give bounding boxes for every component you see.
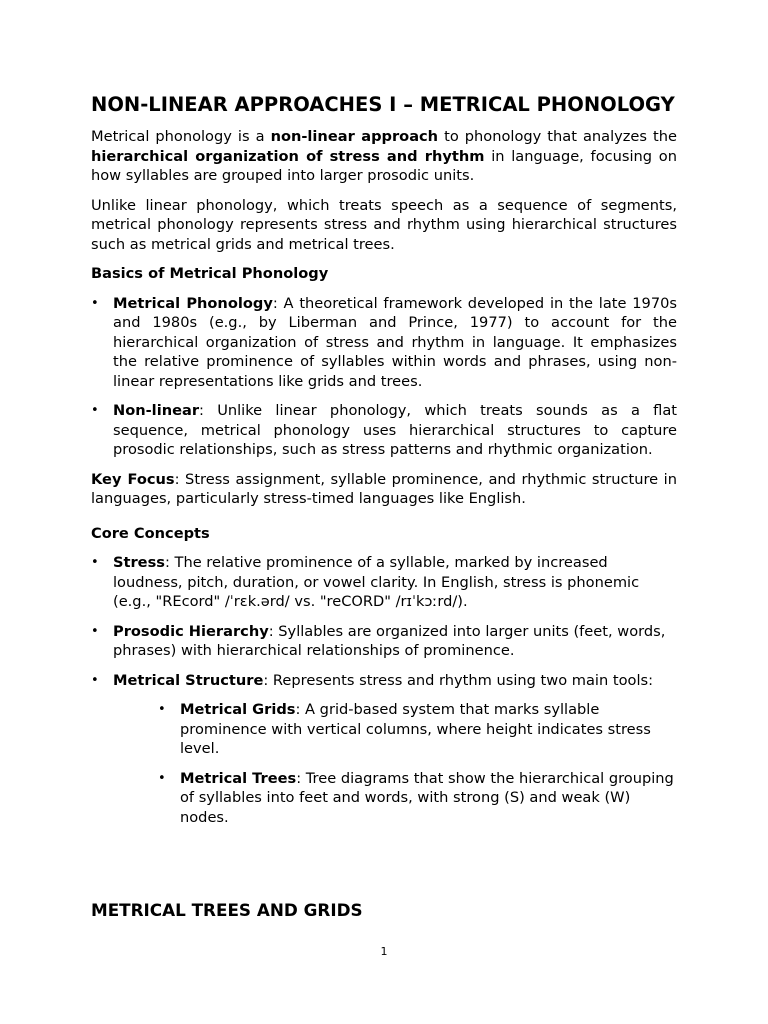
item-term: Prosodic Hierarchy [113,622,269,640]
list-item [91,622,677,661]
intro-text-3: in language, focusing on how syllables are grouped into larger prosodic units. [91,147,677,184]
page-title: NON-LINEAR APPROACHES I – METRICAL PHONOLOGY [91,93,675,116]
item-text: : A grid-based system that marks syllable prominence with vertical columns, where height indicates stress level. [180,701,651,757]
item-term: Non-linear [113,402,200,419]
item-text: : The relative prominence of a syllable, marked by increased loudness, pitch, duration, or vowel clarity. In English, stress is phonemic (e.g., "REcord" /ˈrɛk.ərd/ vs. "reCORD" /rɪˈkɔːrd/). [113,554,640,610]
intro-paragraph-2: Unlike linear phonology, which treats speech as a sequence of segments, metrical phonology represents stress and rhythm using hierarchical structures such as metrical grids and metrical trees. [91,196,677,253]
key-focus-text: : Stress assignment, syllable prominence, and rhythmic structure in languages, particularly stress-timed languages like English. [91,470,677,507]
item-text: : Represents stress and rhythm using two main tools: [263,671,654,689]
intro-text-2: to phonology that analyzes the [438,128,677,145]
core-concepts-list [91,553,677,827]
item-text: : Tree diagrams that show the hierarchical grouping of syllables into feet and words, with strong (S) and weak (W) nodes. [180,769,674,826]
item-text: : Unlike linear phonology, which treats sounds as a flat sequence, metrical phonology uses hierarchical structures to capture prosodic relationships, such as stress patterns and rhythmic organization. [113,402,677,458]
page-number: 1 [380,945,388,958]
metrical-structure-sublist [158,700,677,827]
intro-bold-2: hierarchical organization of stress and rhythm [91,147,485,165]
key-focus-paragraph [91,470,677,509]
core-concepts-heading: Core Concepts [91,524,210,542]
item-term: Metrical Phonology [113,294,273,312]
basics-heading: Basics of Metrical Phonology [91,265,329,282]
intro-bold-1: non-linear approach [270,128,439,145]
basics-list [91,294,677,460]
key-focus-term: Key Focus [91,470,175,488]
item-term: Metrical Trees [180,769,297,787]
intro-paragraph [91,127,677,186]
item-term: Metrical Structure [113,671,264,689]
list-item [91,671,677,828]
sub-list-item [158,700,677,759]
intro-text-1: Metrical phonology is a [91,128,271,145]
item-text: : A theoretical framework developed in the late 1970s and 1980s (e.g., by Liberman and Prince, 1977) to account for the hierarchical organization of stress and rhythm in language. It emphasizes the relative prominence of syllables within words and phrases, using non-linear representations like grids and trees. [113,294,677,390]
item-term: Stress [113,554,165,571]
item-term: Metrical Grids [180,701,296,718]
list-item [91,553,677,612]
sub-list-item [158,769,677,828]
list-item [91,294,677,392]
page-content [91,92,677,827]
list-item [91,401,677,460]
item-text: : Syllables are organized into larger units (feet, words, phrases) with hierarchical relationships of prominence. [113,622,666,659]
section-heading: METRICAL TREES AND GRIDS [91,900,363,920]
